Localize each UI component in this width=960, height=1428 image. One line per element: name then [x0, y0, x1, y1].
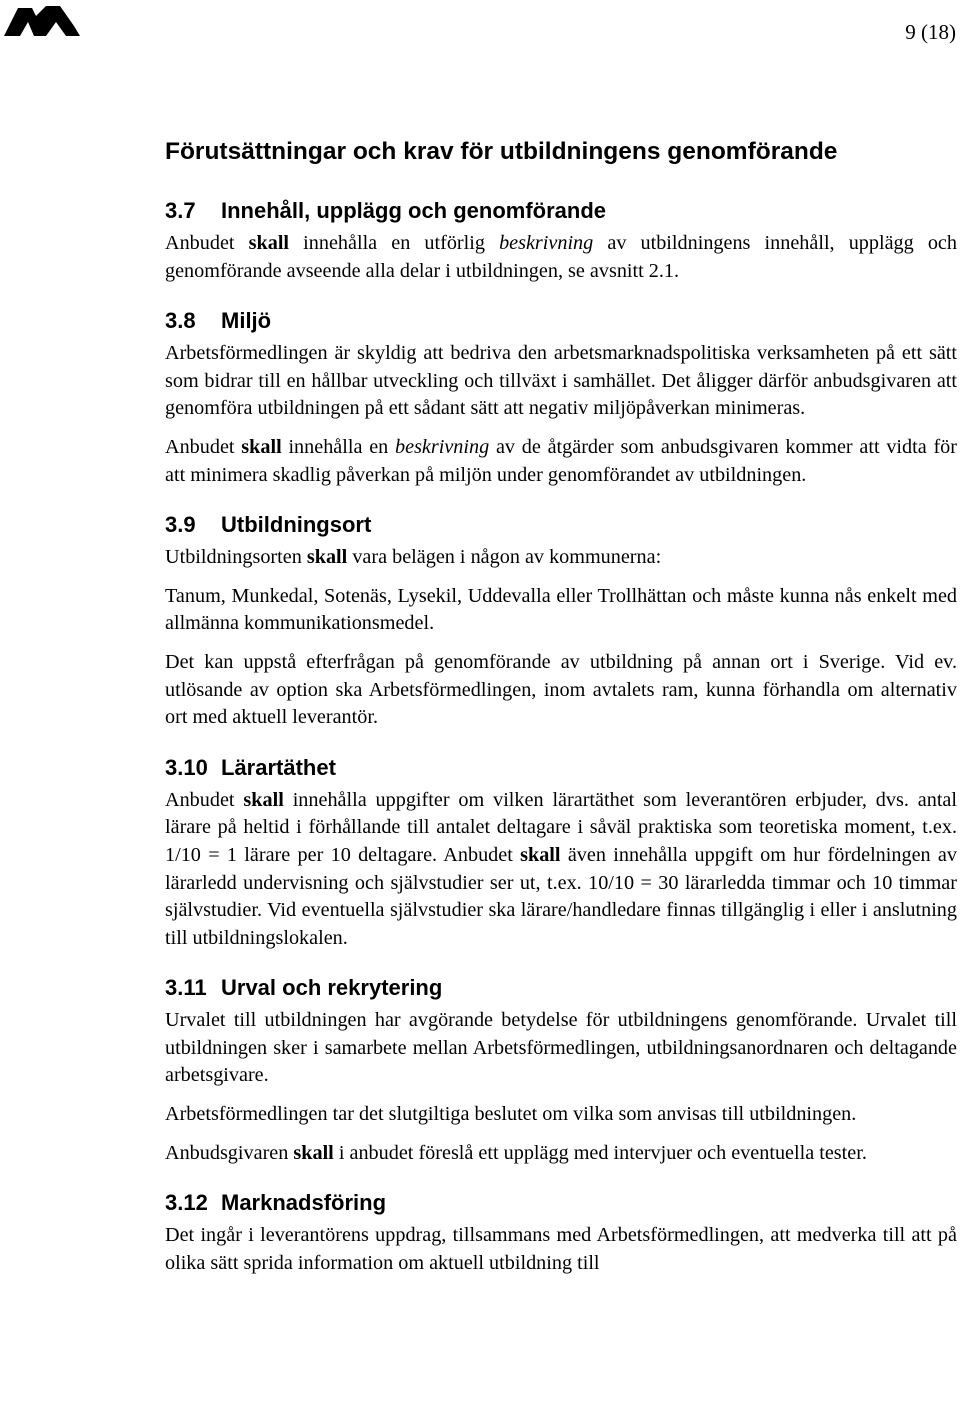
bold-text: skall: [241, 435, 282, 458]
section-heading: [165, 753, 957, 783]
section-3-8: [165, 306, 957, 510]
paragraph: [165, 1101, 957, 1129]
paragraph: [165, 340, 957, 423]
section-number: 3.7: [165, 198, 196, 223]
section-heading-text: Innehåll, upplägg och genomförande: [221, 198, 607, 223]
text-run: innehålla uppgifter om vilken lärartäthet som leverantören erbjuder, dvs. antal lärare på heltid i förhållande till antalet deltagare i såväl praktiska som teoretiska moment, t.ex. 1/10 = 1 lärare per 10 deltagare. Anbudet: [165, 788, 957, 866]
bold-text: skall: [243, 788, 284, 811]
text-run: vara belägen i någon av kommunerna:: [347, 546, 662, 569]
paragraph: [165, 1222, 957, 1277]
paragraph: [165, 230, 957, 285]
section-heading-text: Lärartäthet: [221, 754, 336, 780]
text-run: av de åtgärder som anbudsgivaren kommer att vidta för att minimera skadlig påverkan på miljön under genomförandet av utbildningen.: [165, 435, 957, 486]
text-run: innehålla en utförlig: [289, 232, 500, 254]
section-heading: [165, 196, 957, 226]
text-run: Arbetsförmedlingen tar det slutgiltiga beslutet om vilka som anvisas till utbildningen.: [165, 1103, 857, 1126]
text-run: Det ingår i leverantörens uppdrag, tillsammans med Arbetsförmedlingen, att medverka till att på olika sätt sprida information om aktuell utbildning till: [165, 1224, 957, 1274]
section-number: 3.8: [165, 308, 196, 334]
paragraph: [165, 1007, 957, 1090]
logo-icon: [2, 2, 82, 40]
section-number: 3.9: [165, 512, 196, 538]
page-title: Förutsättningar och krav för utbildningens genomförande: [165, 138, 838, 165]
section-3-11: [165, 973, 957, 1188]
section-3-9: [165, 510, 957, 753]
text-run: Tanum, Munkedal, Sotenäs, Lysekil, Uddevalla eller Trollhättan och måste kunna nås enkelt med allmänna kommunikationsmedel.: [165, 584, 957, 635]
paragraph: [165, 583, 957, 638]
bold-text: skall: [306, 546, 348, 569]
italic-text: beskrivning: [499, 232, 594, 254]
section-spacer: [165, 743, 957, 753]
section-3-12: [165, 1188, 957, 1298]
section-number: 3.10: [165, 754, 208, 780]
text-run: Arbetsförmedlingen är skyldig att bedriva den arbetsmarknadspolitiska verksamheten på ett sätt som bidrar till en hållbar utveckling och tillväxt i samhället. Det åligger därför anbudsgivaren att genomföra utbildningen på ett sådant sätt att negativ miljöpåverkan minimeras.: [165, 342, 957, 420]
sections-container: [165, 196, 957, 1298]
paragraph: [165, 787, 957, 953]
text-run: Anbudet: [165, 232, 249, 254]
section-3-10: [165, 753, 957, 974]
paragraph: [165, 1140, 957, 1168]
section-heading-text: Urval och rekrytering: [221, 975, 443, 1001]
paragraph: [165, 434, 957, 489]
text-run: i anbudet föreslå ett upplägg med intervjuer och eventuella tester.: [333, 1141, 867, 1164]
italic-text: beskrivning: [395, 435, 490, 458]
section-3-7: [165, 196, 957, 306]
page-number: 9 (18): [905, 20, 956, 44]
bold-text: skall: [293, 1141, 334, 1164]
section-heading-text: Marknadsföring: [221, 1190, 387, 1216]
text-run: Anbudet: [165, 435, 242, 458]
text-run: Utbildningsorten: [165, 546, 307, 569]
text-run: Urvalet till utbildningen har avgörande betydelse för utbildningens genomförande. Urvalet till utbildningen sker i samarbete mellan Arbetsförmedlingen, utbildningsanordnaren och deltagande arbetsgivare.: [165, 1009, 957, 1087]
section-heading-text: Miljö: [221, 308, 272, 334]
section-heading-text: Utbildningsort: [221, 512, 372, 538]
text-run: innehålla en: [281, 435, 396, 458]
section-spacer: [165, 1288, 957, 1298]
text-run: även innehålla uppgift om hur fördelningen av lärarledd undervisning och självstudier ser ut, t.ex. 10/10 = 30 lärarledda timmar och 10 timmar självstudier. Vid eventuella självstudier ska lärare/handledare finnas tillgänglig i eller i anslutning till utbildningslokalen.: [165, 843, 957, 949]
document-body: [165, 136, 957, 1298]
section-heading: [165, 973, 957, 1003]
bold-text: skall: [520, 843, 561, 866]
text-run: Anbudet: [165, 788, 244, 811]
section-heading: [165, 1188, 957, 1218]
section-heading: [165, 306, 957, 336]
text-run: av utbildningens innehåll, upplägg och genomförande avseende alla delar i utbildningen, se avsnitt 2.1.: [165, 232, 957, 282]
section-spacer: [165, 1178, 957, 1188]
paragraph: [165, 544, 957, 572]
text-run: Det kan uppstå efterfrågan på genomförande av utbildning på annan ort i Sverige. Vid ev. utlösande av option ska Arbetsförmedlingen, inom avtalets ram, kunna förhandla om alternativ ort med aktuell leverantör.: [165, 650, 957, 729]
section-heading: [165, 510, 957, 540]
section-spacer: [165, 296, 957, 306]
paragraph: [165, 649, 957, 732]
section-spacer: [165, 500, 957, 510]
text-run: Anbudsgivaren: [165, 1141, 294, 1164]
section-number: 3.12: [165, 1190, 208, 1216]
section-spacer: [165, 963, 957, 973]
bold-text: skall: [248, 232, 290, 254]
section-number: 3.11: [165, 975, 207, 1001]
